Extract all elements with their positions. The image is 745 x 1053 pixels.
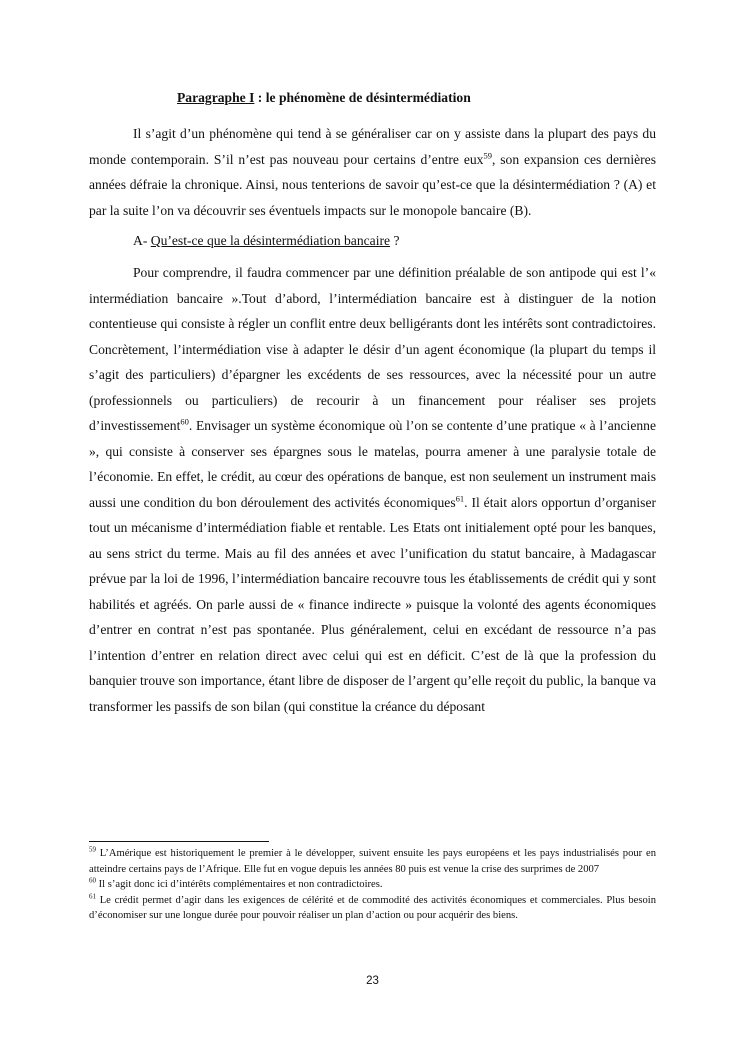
footnote-ref-59: 59 — [483, 149, 492, 160]
subheading-title: Qu’est-ce que la désintermédiation bancaire — [150, 233, 391, 248]
footnote-text: Le crédit permet d’agir dans les exigences de célérité et de commodité des activités économiques et commerciales. Plus besoin d’économiser sur une longue durée pour pouvoir réaliser un plan d’action ou pour acquérir des biens. — [89, 894, 656, 922]
subheading-suffix: ? — [390, 233, 400, 248]
footnote-text: L’Amérique est historiquement le premier à le développer, suivent ensuite les pays européens et les pays industrialisés pour en atteindre certains pays de l’Afrique. Elle fut en vogue depuis les années 80 puis est venue la crise des surprimes de 2007 — [89, 848, 656, 875]
body-text-2: . Envisager un système économique où l’on se contente d’une pratique « à l’ancienne », qui consiste à conserver ses épargnes sous le matelas, pourra amener à une paralysie totale de l’économie. En effet, le crédit, au cœur des opérations de banque, est non seulement un instrument mais aussi une condition du bon déroulement des activités économiques — [89, 418, 656, 510]
page-content — [89, 88, 656, 726]
section-heading — [177, 88, 656, 108]
body-text-3: . Il était alors opportun d’organiser tout un mécanisme d’intermédiation fiable et rentable. Les Etats ont initialement opté pour les banques, au sens strict du terme. Mais au fil des années et avec l’unification du statut bancaire, à Madagascar prévue par la loi de 1996, l’intermédiation bancaire recouvre tous les établissements de crédit qui y sont habilités et agréés. On parle aussi de « finance indirecte » puisque la volonté des agents économiques d’entrer en contrat n’est pas spontanée. Plus généralement, celui en excédant de ressource n’a pas l’intention d’entrer en relation direct avec celui qui est en déficit. C’est de là que la profession du banquier trouve son importance, étant libre de disposer de l’argent qu’elle reçoit du public, la banque va transformer les passifs de son bilan (qui constitue la créance du déposant — [89, 494, 657, 714]
footnote-separator — [89, 841, 269, 842]
intro-paragraph — [89, 121, 656, 223]
page-number: 23 — [366, 975, 379, 987]
footnote-ref-61: 61 — [455, 492, 465, 503]
footnotes — [89, 846, 656, 924]
footnote-number: 61 — [89, 892, 96, 901]
footnote-61 — [89, 893, 656, 924]
footnote-59 — [89, 846, 656, 877]
footnote-60 — [89, 877, 656, 893]
body-text-1: Pour comprendre, il faudra commencer par une définition préalable de son antipode qui est l’« intermédiation bancaire ».Tout d’abord, l’intermédiation bancaire est à distinguer de la notion contentieuse qui consiste à régler un conflit entre deux belligérants dont les intérêts sont contradictoires. Concrètement, l’intermédiation vise à adapter le désir d’un agent économique (la plupart du temps il s’agit des particuliers) d’épargner les excédents de ses ressources, avec la nécessité pour un autre (professionnels ou particuliers) de recourir à un financement pour réaliser ses projets d’investissement — [89, 265, 656, 433]
footnote-text: Il s’agit donc ici d’intérêts complémentaires et non contradictoires. — [96, 879, 383, 891]
subheading-prefix: A- — [133, 233, 151, 248]
heading-label: Paragraphe I — [177, 90, 255, 105]
intro-text-2: , son expansion ces dernières années défraie la chronique. Ainsi, nous tenterions de savoir qu’est-ce que la désintermédiation ? (A) et par la suite l’on va découvrir ses éventuels impacts sur le monopole bancaire (B). — [89, 151, 657, 218]
heading-rest: : le phénomène de désintermédiation — [254, 90, 471, 105]
body-paragraph — [89, 260, 656, 719]
footnote-number: 60 — [89, 876, 96, 885]
intro-text-1: Il s’agit d’un phénomène qui tend à se généraliser car on y assiste dans la plupart des pays du monde contemporain. S’il n’est pas nouveau pour certains d’entre eux — [89, 126, 656, 167]
subsection-heading — [133, 230, 656, 252]
footnote-ref-60: 60 — [180, 416, 189, 427]
footnote-number: 59 — [89, 845, 96, 854]
